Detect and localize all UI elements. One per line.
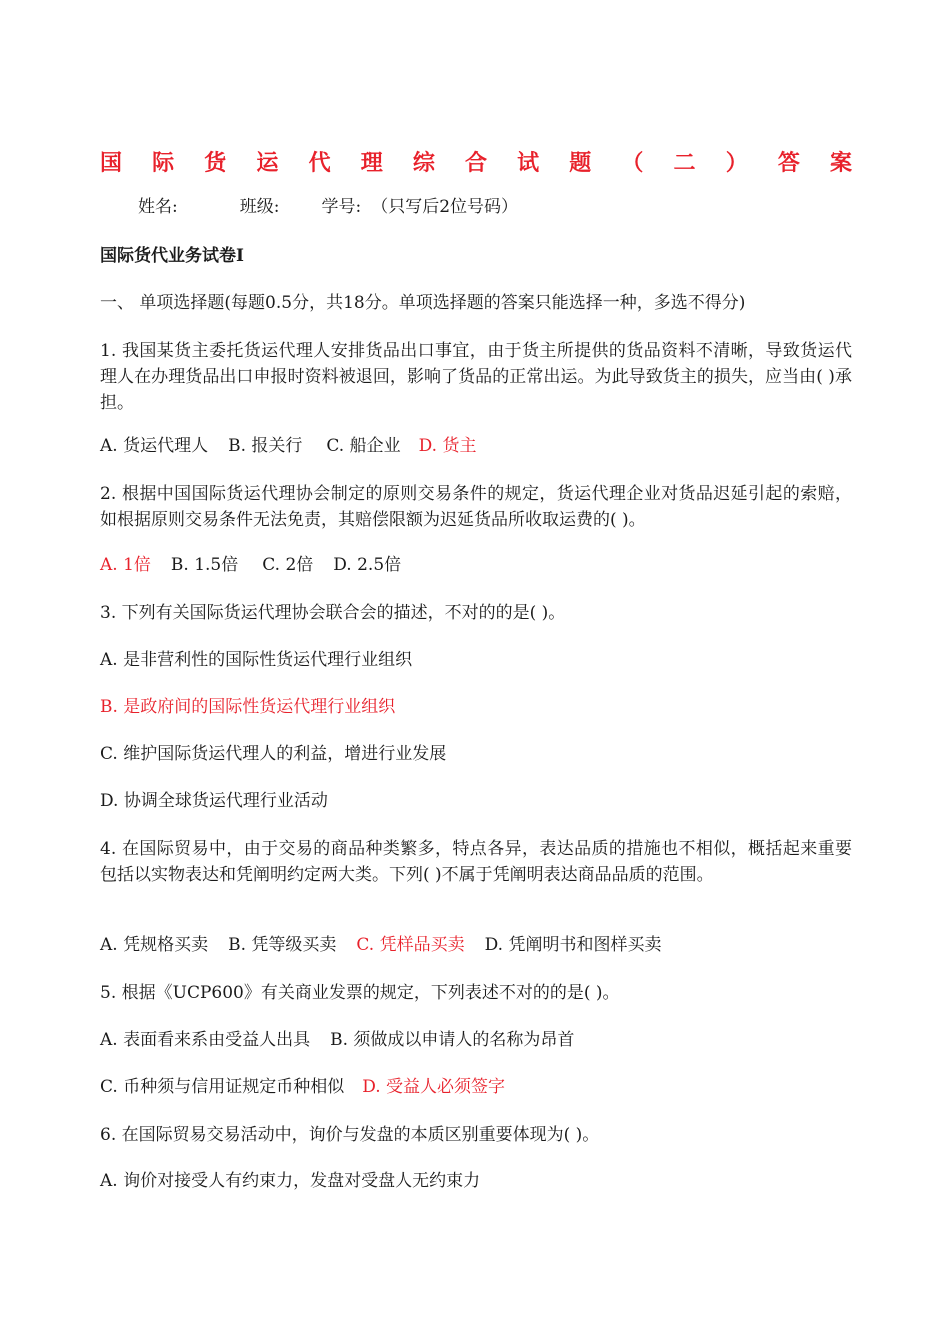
question-options-5b — [100, 1074, 860, 1100]
title-char: 案 — [829, 151, 852, 176]
title-char: ） — [725, 151, 748, 176]
question-stem-4: 4. 在国际贸易中，由于交易的商品种类繁多，特点各异，表达品质的措施也不相似，概括起来重要包括以实物表达和凭阐明约定两大类。下列( )不属于凭阐明表达商品品质的范围。 — [100, 839, 852, 885]
option-3b-answer: B. 是政府间的国际性货运代理行业组织 — [100, 697, 396, 717]
question-stem-1: 1. 我国某货主委托货运代理人安排货品出口事宜，由于货主所提供的货品资料不清晰，导致货运代理人在办理货品出口申报时资料被退回，影响了货品的正常出运。为此导致货主的损失，应当由( )承担。 — [100, 341, 852, 413]
option-1c: C. 船企业 — [326, 436, 401, 456]
title-char: 理 — [360, 151, 383, 176]
option-2d: D. 2.5倍 — [333, 555, 402, 575]
title-char: 货 — [204, 151, 227, 176]
title-char: 运 — [256, 151, 279, 176]
question-stem-6: 6. 在国际贸易交易活动中，询价与发盘的本质区别重要体现为( )。 — [100, 1125, 600, 1145]
option-3c: C. 维护国际货运代理人的利益，增进行业发展 — [100, 744, 447, 764]
option-1d-answer: D. 货主 — [418, 436, 477, 456]
option-5c: C. 币种须与信用证规定币种相似 — [100, 1077, 345, 1097]
title-char: 际 — [152, 151, 175, 176]
option-4d: D. 凭阐明书和图样买卖 — [484, 935, 662, 955]
option-2b: B. 1.5倍 — [170, 555, 239, 575]
section-title: 国际货代业务试卷Ⅰ — [100, 246, 244, 266]
option-3a: A. 是非营利性的国际性货运代理行业组织 — [100, 650, 413, 670]
title-char: （ — [621, 151, 644, 176]
title-char: 试 — [517, 151, 540, 176]
question-stem-2: 2. 根据中国国际货运代理协会制定的原则交易条件的规定，货运代理企业对货品迟延引起的索赔，如根据原则交易条件无法免责，其赔偿限额为迟延货品所收取运费的( )。 — [100, 484, 852, 530]
part-heading: 一、 单项选择题(每题0.5分，共18分。单项选择题的答案只能选择一种，多选不得分) — [100, 293, 746, 313]
question-options-2 — [100, 552, 860, 578]
title-char: 合 — [464, 151, 487, 176]
question-options-1 — [100, 433, 860, 459]
title-char: 代 — [308, 151, 331, 176]
student-no-label: 学号: — [321, 197, 362, 217]
option-6a: A. 询价对接受人有约束力，发盘对受盘人无约束力 — [100, 1171, 481, 1191]
option-5d-answer: D. 受益人必须签字 — [362, 1077, 506, 1097]
option-4c-answer: C. 凭样品买卖 — [356, 935, 465, 955]
option-3d: D. 协调全球货运代理行业活动 — [100, 791, 328, 811]
question-stem-5: 5. 根据《UCP600》有关商业发票的规定，下列表述不对的的是( )。 — [100, 983, 620, 1003]
option-5b: B. 须做成以申请人的名称为昂首 — [330, 1030, 575, 1050]
option-4a: A. 凭规格买卖 — [100, 935, 209, 955]
student-no-note: （只写后2位号码） — [371, 197, 519, 217]
title-char: 综 — [412, 151, 435, 176]
title-char: 国 — [100, 151, 123, 176]
student-info-line — [100, 194, 860, 220]
option-1a: A. 货运代理人 — [100, 436, 209, 456]
option-1b: B. 报关行 — [228, 436, 303, 456]
title-char: 二 — [673, 151, 696, 176]
title-char: 答 — [777, 151, 800, 176]
option-4b: B. 凭等级买卖 — [228, 935, 337, 955]
option-2c: C. 2倍 — [262, 555, 314, 575]
option-5a: A. 表面看来系由受益人出具 — [100, 1030, 311, 1050]
question-options-4 — [100, 932, 860, 958]
name-label: 姓名: — [138, 197, 178, 217]
option-2a-answer: A. 1倍 — [100, 555, 151, 575]
question-options-5a — [100, 1027, 860, 1053]
class-label: 班级: — [239, 197, 280, 217]
document-title — [100, 146, 852, 177]
title-char: 题 — [569, 151, 592, 176]
question-stem-3: 3. 下列有关国际货运代理协会联合会的描述，不对的的是( )。 — [100, 603, 566, 623]
